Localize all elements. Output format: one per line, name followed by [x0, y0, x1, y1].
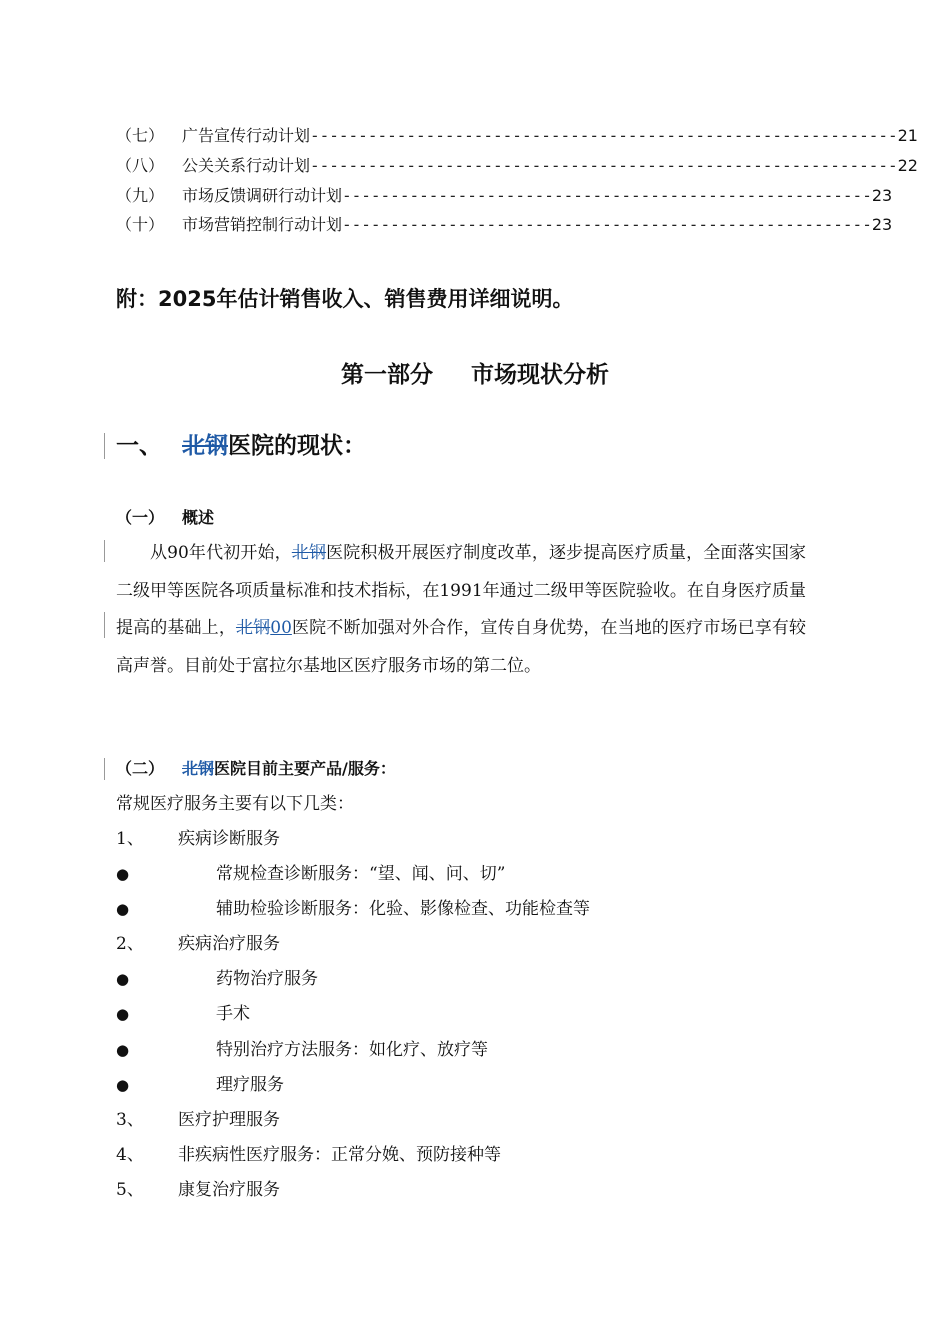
change-bar [104, 540, 105, 562]
bullet-icon: ● [116, 1041, 130, 1059]
section-heading [116, 430, 366, 462]
section-number: 一、 [116, 433, 162, 459]
bullet-text: 特别治疗方法服务：如化疗、放疗等 [216, 1040, 488, 1060]
change-bar [104, 758, 105, 780]
toc-title: 公关关系行动计划 [182, 156, 311, 175]
list-number: 3、 [116, 1110, 144, 1130]
toc-entry[interactable] [116, 214, 893, 236]
list-text: 疾病诊断服务 [178, 829, 280, 849]
toc-page-number: 23 [871, 186, 893, 205]
subsection-number: （二） [116, 759, 165, 778]
toc-leader: ------------------------------------------------------- [342, 186, 872, 205]
overview-paragraph [116, 535, 806, 685]
toc-title: 市场反馈调研行动计划 [182, 186, 343, 205]
paragraph-text: 医院不断加强对外合作，宣传自身优势，在当地的医疗市场已享有较高声誉。目前处于富拉尔基地区医疗服务市场的第二位。 [116, 618, 807, 676]
toc-page-number: 21 [897, 126, 918, 145]
section-title: 医院的现状： [228, 433, 366, 459]
toc-number: （八） [116, 156, 165, 175]
list-item [116, 826, 280, 852]
deleted-text: 北钢 [182, 433, 228, 459]
bullet-text: 药物治疗服务 [216, 969, 318, 989]
change-bar [104, 612, 105, 638]
appendix-heading: 附：2025年估计销售收入、销售费用详细说明。 [116, 287, 574, 311]
list-text: 医疗护理服务 [178, 1110, 280, 1130]
toc-leader: ------------------------------------------------------------- [310, 156, 898, 175]
part-title-number: 第一部分 [341, 362, 433, 388]
toc-entry[interactable] [116, 125, 918, 147]
part-title-text: 市场现状分析 [471, 362, 609, 388]
bullet-text: 辅助检验诊断服务：化验、影像检查、功能检查等 [216, 899, 590, 919]
subsection-heading [116, 506, 214, 530]
bullet-item [116, 861, 505, 887]
toc-title: 广告宣传行动计划 [182, 126, 311, 145]
list-item [116, 1177, 280, 1203]
bullet-icon: ● [116, 900, 130, 918]
toc-number: （九） [116, 186, 165, 205]
list-number: 5、 [116, 1180, 144, 1200]
paragraph-text: 从90年代初开始， [150, 543, 292, 563]
toc-page-number: 22 [897, 156, 918, 175]
change-bar [104, 433, 105, 459]
list-item [116, 1107, 280, 1133]
toc-entry[interactable] [116, 185, 893, 207]
bullet-item [116, 896, 590, 922]
list-number: 2、 [116, 934, 144, 954]
bullet-icon: ● [116, 970, 130, 988]
list-item [116, 1142, 501, 1168]
list-item [116, 931, 280, 957]
subsection-title: 医院目前主要产品/服务： [214, 759, 396, 778]
subsection-title: 概述 [182, 508, 215, 527]
bullet-icon: ● [116, 1005, 130, 1023]
bullet-icon: ● [116, 1076, 130, 1094]
toc-entry[interactable] [116, 155, 918, 177]
bullet-text: 常规检查诊断服务：“望、闻、问、切” [216, 864, 506, 884]
bullet-item [116, 966, 318, 992]
deleted-text: 北钢 [291, 543, 327, 563]
inserted-text: 00 [270, 618, 292, 638]
bullet-item [116, 1072, 284, 1098]
list-text: 非疾病性医疗服务：正常分娩、预防接种等 [178, 1145, 501, 1165]
list-number: 1、 [116, 829, 144, 849]
intro-text: 常规医疗服务主要有以下几类： [116, 794, 354, 814]
toc-title: 市场营销控制行动计划 [182, 215, 343, 234]
part-title [0, 359, 950, 391]
bullet-icon: ● [116, 865, 130, 883]
toc-number: （七） [116, 126, 165, 145]
toc-number: （十） [116, 215, 165, 234]
list-text: 疾病治疗服务 [178, 934, 280, 954]
deleted-text: 北钢 [182, 759, 215, 778]
list-text: 康复治疗服务 [178, 1180, 280, 1200]
subsection-heading [116, 757, 396, 781]
paragraph-text: 医院积极开展医疗制度改革，逐步提高医疗质量，全面落实国家二级甲等医院各项质量标准和技术指标，在1991年通过二级甲等医院验收。在自身医疗质量提高的基础上， [116, 543, 807, 638]
toc-leader: ------------------------------------------------------- [342, 215, 872, 234]
deleted-text: 北钢 [235, 618, 271, 638]
toc-leader: ------------------------------------------------------------- [310, 126, 898, 145]
toc-page-number: 23 [871, 215, 893, 234]
bullet-text: 手术 [216, 1004, 250, 1024]
list-number: 4、 [116, 1145, 144, 1165]
bullet-item [116, 1037, 488, 1063]
bullet-item [116, 1001, 250, 1027]
bullet-text: 理疗服务 [216, 1075, 284, 1095]
subsection-number: （一） [116, 508, 165, 527]
